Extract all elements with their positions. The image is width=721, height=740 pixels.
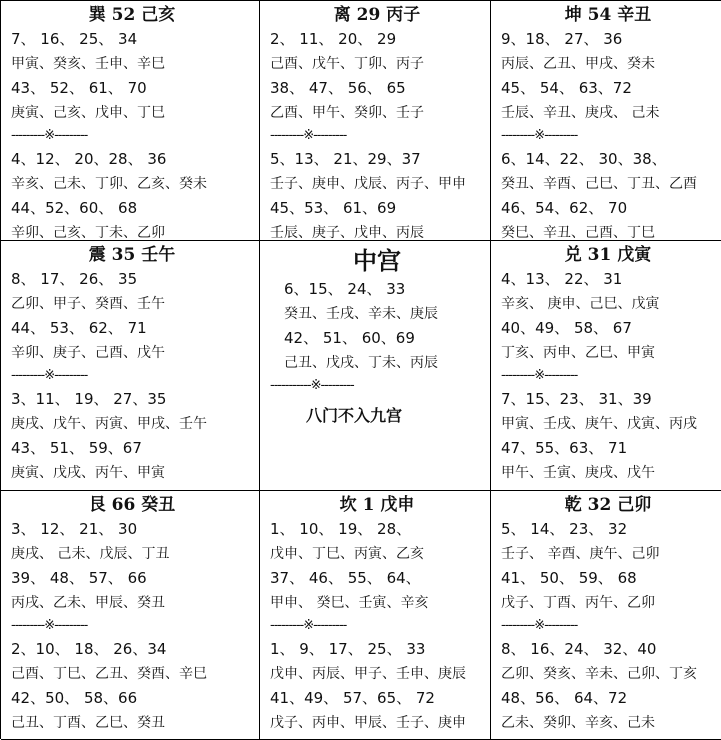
ganzhi-row: 癸丑、壬戌、辛未、庚辰 xyxy=(284,306,438,322)
separator: ---------※--------- xyxy=(501,128,578,143)
age-row: 9、18、 27、 36 xyxy=(501,30,623,48)
ganzhi-row: 壬子、 辛酉、庚午、己卯 xyxy=(501,546,660,562)
age-row: 45、 54、 63、72 xyxy=(501,79,632,97)
ganzhi-row: 己丑、丁酉、乙巳、癸丑 xyxy=(11,715,165,731)
age-row: 2、 11、 20、 29 xyxy=(270,30,397,48)
age-row: 7、 16、 25、 34 xyxy=(11,30,138,48)
ganzhi-row: 乙卯、甲子、癸酉、壬午 xyxy=(11,296,165,312)
ganzhi-row: 丙戌、乙未、甲辰、癸丑 xyxy=(11,595,165,611)
separator: ---------※--------- xyxy=(11,368,88,383)
age-row: 46、54、62、 70 xyxy=(501,199,628,217)
ganzhi-row: 乙卯、癸亥、辛未、己卯、丁亥 xyxy=(501,666,697,682)
ganzhi-row: 戊申、丁巳、丙寅、乙亥 xyxy=(270,546,424,562)
palace-li xyxy=(260,1,491,241)
age-row: 6、15、 24、 33 xyxy=(284,280,406,298)
palace-dui xyxy=(491,241,721,491)
ganzhi-row: 戊子、丙申、甲辰、壬子、庚申 xyxy=(270,715,466,731)
ganzhi-row: 辛卯、己亥、丁未、乙卯 xyxy=(11,225,165,241)
separator: ---------※--------- xyxy=(501,368,578,383)
separator: ---------※--------- xyxy=(270,618,347,633)
age-row: 43、 51、 59、67 xyxy=(11,439,142,457)
ganzhi-row: 乙未、癸卯、辛亥、己未 xyxy=(501,715,655,731)
age-row: 3、 12、 21、 30 xyxy=(11,520,138,538)
age-row: 44、52、60、 68 xyxy=(11,199,138,217)
ganzhi-row: 壬子、庚申、戊辰、丙子、甲申 xyxy=(270,176,466,192)
ganzhi-row: 辛卯、庚子、己酉、戊午 xyxy=(11,345,165,361)
palace-title: 兑 31 戊寅 xyxy=(564,245,652,265)
age-row: 37、 46、 55、 64、 xyxy=(270,569,421,587)
ganzhi-row: 壬辰、庚子、戊申、丙辰 xyxy=(270,225,424,241)
age-row: 43、 52、 61、 70 xyxy=(11,79,147,97)
palace-qian xyxy=(491,491,721,740)
separator: -----------※--------- xyxy=(270,378,354,393)
ganzhi-row: 甲寅、壬戌、庚午、戊寅、丙戌 xyxy=(501,416,697,432)
center-note: 八门不入九宫 xyxy=(306,406,403,425)
separator: ---------※--------- xyxy=(270,128,347,143)
ganzhi-row: 己丑、戊戌、丁未、丙辰 xyxy=(284,355,438,371)
center-rows xyxy=(270,277,484,375)
ganzhi-row: 辛亥、己未、丁卯、乙亥、癸未 xyxy=(11,176,207,192)
ganzhi-row: 丙辰、乙丑、甲戌、癸未 xyxy=(501,56,655,72)
ganzhi-row: 戊申、丙辰、甲子、壬申、庚辰 xyxy=(270,666,466,682)
ganzhi-row: 庚寅、己亥、戊申、丁巳 xyxy=(11,105,165,121)
ganzhi-row: 辛亥、 庚申、己巳、戊寅 xyxy=(501,296,660,312)
separator: ---------※--------- xyxy=(11,128,88,143)
age-row: 1、 10、 19、 28、 xyxy=(270,520,412,538)
palace-kun xyxy=(491,1,721,241)
age-row: 44、 53、 62、 71 xyxy=(11,319,147,337)
age-row: 8、 16、24、 32、40 xyxy=(501,640,657,658)
ganzhi-row: 癸丑、辛酉、己巳、丁丑、乙酉 xyxy=(501,176,697,192)
palace-title: 震 35 壬午 xyxy=(88,245,176,265)
palace-title: 乾 32 己卯 xyxy=(564,495,652,515)
age-row: 42、 51、 60、69 xyxy=(284,329,415,347)
ganzhi-row: 庚戌、戊午、丙寅、甲戌、壬午 xyxy=(11,416,207,432)
palace-kan xyxy=(260,491,491,740)
palace-zhen xyxy=(1,241,260,491)
ganzhi-row: 庚戌、 己未、戊辰、丁丑 xyxy=(11,546,170,562)
age-row: 6、14、22、 30、38、 xyxy=(501,150,667,168)
ganzhi-row: 己酉、丁巳、乙丑、癸酉、辛巳 xyxy=(11,666,207,682)
palace-gen xyxy=(1,491,260,740)
age-row: 5、13、 21、29、37 xyxy=(270,150,421,168)
palace-title: 巽 52 己亥 xyxy=(88,5,176,25)
palace-center xyxy=(260,241,491,491)
center-title: 中宫 xyxy=(353,247,401,275)
ganzhi-row: 甲申、 癸巳、壬寅、辛亥 xyxy=(270,595,429,611)
palace-xun xyxy=(1,1,260,241)
age-row: 48、56、 64、72 xyxy=(501,689,628,707)
age-row: 42、50、 58、66 xyxy=(11,689,138,707)
age-row: 3、11、 19、 27、35 xyxy=(11,390,167,408)
separator: ---------※--------- xyxy=(11,618,88,633)
ganzhi-row: 己酉、戊午、丁卯、丙子 xyxy=(270,56,424,72)
age-row: 41、49、 57、65、 72 xyxy=(270,689,435,707)
palace-title: 离 29 丙子 xyxy=(333,5,421,25)
age-row: 41、 50、 59、 68 xyxy=(501,569,637,587)
ganzhi-row: 癸巳、辛丑、己酉、丁巳 xyxy=(501,225,655,241)
age-row: 8、 17、 26、 35 xyxy=(11,270,138,288)
ganzhi-row: 乙酉、甲午、癸卯、壬子 xyxy=(270,105,424,121)
ganzhi-row: 戊子、丁酉、丙午、乙卯 xyxy=(501,595,655,611)
age-row: 2、10、 18、 26、34 xyxy=(11,640,167,658)
age-row: 5、 14、 23、 32 xyxy=(501,520,628,538)
ganzhi-row: 甲午、壬寅、庚戌、戊午 xyxy=(501,465,655,481)
palace-title: 艮 66 癸丑 xyxy=(88,495,176,515)
palace-title: 坤 54 辛丑 xyxy=(564,5,652,25)
age-row: 7、15、23、 31、39 xyxy=(501,390,652,408)
age-row: 4、12、 20、28、 36 xyxy=(11,150,167,168)
ganzhi-row: 甲寅、癸亥、壬申、辛巳 xyxy=(11,56,165,72)
age-row: 45、53、 61、69 xyxy=(270,199,397,217)
age-row: 1、 9、 17、 25、 33 xyxy=(270,640,426,658)
ganzhi-row: 壬辰、辛丑、庚戌、 己未 xyxy=(501,105,660,121)
ganzhi-row: 庚寅、戊戌、丙午、甲寅 xyxy=(11,465,165,481)
age-row: 38、 47、 56、 65 xyxy=(270,79,406,97)
age-row: 4、13、 22、 31 xyxy=(501,270,623,288)
ganzhi-row: 丁亥、丙申、乙巳、甲寅 xyxy=(501,345,655,361)
palace-title: 坎 1 戊申 xyxy=(339,495,415,515)
separator: ---------※--------- xyxy=(501,618,578,633)
age-row: 47、55、63、 71 xyxy=(501,439,628,457)
age-row: 39、 48、 57、 66 xyxy=(11,569,147,587)
age-row: 40、49、 58、 67 xyxy=(501,319,632,337)
